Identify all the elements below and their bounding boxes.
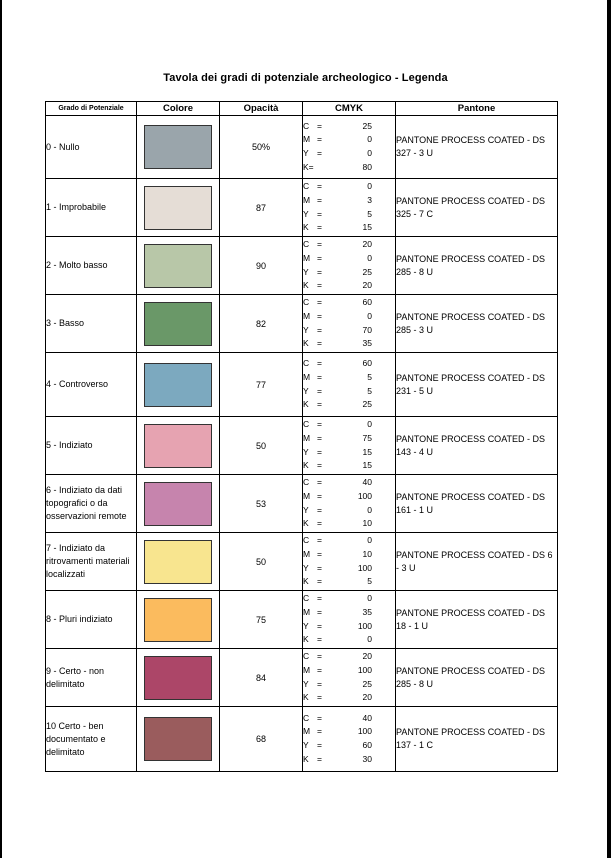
cmyk-value: 100 bbox=[357, 490, 372, 501]
color-swatch bbox=[144, 186, 212, 230]
cmyk-equals: = bbox=[317, 194, 322, 205]
cmyk-line bbox=[303, 252, 395, 266]
cmyk-equals: = bbox=[317, 120, 322, 131]
cmyk-equals: = bbox=[317, 664, 322, 675]
cmyk-line bbox=[303, 650, 395, 664]
color-swatch bbox=[144, 656, 212, 700]
cmyk-value: 35 bbox=[362, 606, 372, 617]
cmyk-channel: M bbox=[303, 606, 311, 617]
cmyk-channel: K bbox=[303, 518, 309, 529]
grado-cell: 7 - Indiziato da ritrovamenti materiali localizzati bbox=[46, 533, 137, 591]
pantone-cell: PANTONE PROCESS COATED - DS 161 - 1 U bbox=[396, 475, 558, 533]
cmyk-line bbox=[303, 753, 395, 767]
cmyk-value: 80 bbox=[362, 161, 372, 172]
grado-cell: 4 - Controverso bbox=[46, 353, 137, 417]
cmyk-channel: Y bbox=[303, 208, 309, 219]
cmyk-equals: = bbox=[317, 712, 322, 723]
table-row bbox=[46, 417, 558, 475]
cmyk-channel: C bbox=[303, 120, 310, 131]
cmyk-line bbox=[303, 562, 395, 576]
cmyk-line bbox=[303, 575, 395, 589]
cmyk-value: 20 bbox=[362, 692, 372, 703]
cmyk-line bbox=[303, 548, 395, 562]
cmyk-value: 30 bbox=[362, 753, 372, 764]
cmyk-equals: = bbox=[317, 593, 322, 604]
cmyk-line bbox=[303, 147, 395, 161]
cmyk-equals: = bbox=[317, 134, 322, 145]
cmyk-channel: M bbox=[303, 548, 311, 559]
opacita-cell: 50 bbox=[220, 417, 303, 475]
colore-cell bbox=[137, 237, 220, 295]
cmyk-channel: Y bbox=[303, 504, 309, 515]
table-row bbox=[46, 707, 558, 772]
pantone-cell: PANTONE PROCESS COATED - DS 285 - 8 U bbox=[396, 649, 558, 707]
cmyk-value: 60 bbox=[362, 740, 372, 750]
cmyk-equals: = bbox=[317, 371, 322, 382]
cmyk-line bbox=[303, 534, 395, 548]
cmyk-channel: K bbox=[303, 634, 309, 645]
cmyk-channel: Y bbox=[303, 446, 309, 457]
cmyk-equals: = bbox=[317, 266, 322, 277]
opacita-cell: 90 bbox=[220, 237, 303, 295]
legend-table bbox=[45, 101, 558, 772]
pantone-cell: PANTONE PROCESS COATED - DS 6 - 3 U bbox=[396, 533, 558, 591]
cmyk-equals: = bbox=[317, 692, 322, 703]
color-swatch bbox=[144, 598, 212, 642]
cmyk-equals: = bbox=[317, 504, 322, 515]
cmyk-value: 20 bbox=[362, 239, 372, 250]
cmyk-channel: C bbox=[303, 419, 310, 430]
colore-cell bbox=[137, 533, 220, 591]
table-row bbox=[46, 295, 558, 353]
cmyk-line bbox=[303, 398, 395, 412]
table-row bbox=[46, 533, 558, 591]
cmyk-channel: M bbox=[303, 194, 311, 205]
cmyk-cell bbox=[303, 116, 396, 179]
cmyk-channel: M bbox=[303, 664, 311, 675]
opacita-cell: 87 bbox=[220, 179, 303, 237]
cmyk-value: 0 bbox=[367, 134, 372, 145]
grado-cell: 10 Certo - ben documentato e delimitato bbox=[46, 707, 137, 772]
grado-cell: 9 - Certo - non delimitato bbox=[46, 649, 137, 707]
cmyk-line bbox=[303, 279, 395, 293]
cmyk-value: 0 bbox=[367, 634, 372, 645]
pantone-cell: PANTONE PROCESS COATED - DS 143 - 4 U bbox=[396, 417, 558, 475]
cmyk-cell bbox=[303, 179, 396, 237]
color-swatch bbox=[144, 302, 212, 346]
opacita-cell: 50% bbox=[220, 116, 303, 179]
cmyk-equals: = bbox=[317, 358, 322, 369]
cmyk-cell bbox=[303, 237, 396, 295]
cmyk-value: 0 bbox=[367, 535, 372, 546]
cmyk-channel: C bbox=[303, 297, 310, 308]
cmyk-channel: K bbox=[303, 338, 309, 349]
pantone-cell: PANTONE PROCESS COATED - DS 325 - 7 C bbox=[396, 179, 558, 237]
cmyk-value: 0 bbox=[367, 148, 372, 158]
cmyk-channel: M bbox=[303, 490, 311, 501]
cmyk-equals: = bbox=[317, 726, 322, 737]
table-row bbox=[46, 237, 558, 295]
colore-cell bbox=[137, 417, 220, 475]
cmyk-equals: = bbox=[317, 460, 322, 471]
colore-cell bbox=[137, 179, 220, 237]
cmyk-equals: = bbox=[317, 181, 322, 192]
cmyk-line bbox=[303, 664, 395, 678]
cmyk-equals: = bbox=[317, 518, 322, 529]
cmyk-value: 15 bbox=[362, 446, 372, 457]
cmyk-line bbox=[303, 432, 395, 446]
color-swatch bbox=[144, 424, 212, 468]
cmyk-channel: K bbox=[303, 692, 309, 703]
opacita-cell: 84 bbox=[220, 649, 303, 707]
cmyk-value: 3 bbox=[367, 194, 372, 205]
cmyk-equals: = bbox=[317, 324, 322, 335]
cmyk-value: 5 bbox=[367, 371, 372, 382]
cmyk-line bbox=[303, 324, 395, 338]
colore-cell bbox=[137, 295, 220, 353]
cmyk-channel: M bbox=[303, 432, 311, 443]
cmyk-value: 5 bbox=[367, 576, 372, 587]
cmyk-value: 0 bbox=[367, 593, 372, 604]
cmyk-equals: = bbox=[317, 432, 322, 443]
cmyk-line bbox=[303, 120, 395, 134]
cmyk-value: 100 bbox=[357, 726, 372, 737]
cmyk-equals: = bbox=[317, 419, 322, 430]
cmyk-channel: K bbox=[303, 753, 309, 764]
grado-cell: 5 - Indiziato bbox=[46, 417, 137, 475]
cmyk-cell bbox=[303, 353, 396, 417]
pantone-cell: PANTONE PROCESS COATED - DS 18 - 1 U bbox=[396, 591, 558, 649]
cmyk-cell bbox=[303, 591, 396, 649]
cmyk-equals: = bbox=[317, 280, 322, 291]
cmyk-cell bbox=[303, 295, 396, 353]
cmyk-value: 75 bbox=[362, 432, 372, 443]
table-row bbox=[46, 353, 558, 417]
cmyk-line bbox=[303, 133, 395, 147]
cmyk-value: 35 bbox=[362, 338, 372, 349]
cmyk-value: 70 bbox=[362, 324, 372, 335]
cmyk-channel: C bbox=[303, 535, 310, 546]
cmyk-line bbox=[303, 266, 395, 280]
cmyk-line bbox=[303, 371, 395, 385]
cmyk-channel: K bbox=[303, 280, 309, 291]
grado-cell: 3 - Basso bbox=[46, 295, 137, 353]
cmyk-channel: C bbox=[303, 181, 310, 192]
opacita-cell: 82 bbox=[220, 295, 303, 353]
cmyk-equals: = bbox=[317, 338, 322, 349]
cmyk-line bbox=[303, 418, 395, 432]
cmyk-channel: Y bbox=[303, 562, 309, 573]
cmyk-channel: C bbox=[303, 712, 310, 723]
cmyk-value: 15 bbox=[362, 460, 372, 471]
cmyk-equals: = bbox=[317, 148, 322, 158]
cmyk-line bbox=[303, 678, 395, 692]
cmyk-equals: = bbox=[317, 252, 322, 263]
header-cmyk: CMYK bbox=[303, 102, 396, 116]
cmyk-channel: Y bbox=[303, 678, 309, 689]
cmyk-equals: = bbox=[317, 239, 322, 250]
cmyk-cell bbox=[303, 533, 396, 591]
cmyk-channel: M bbox=[303, 252, 311, 263]
cmyk-value: 60 bbox=[362, 358, 372, 369]
cmyk-channel: M bbox=[303, 726, 311, 737]
cmyk-cell bbox=[303, 417, 396, 475]
cmyk-value: 40 bbox=[362, 477, 372, 488]
cmyk-equals: = bbox=[317, 477, 322, 488]
colore-cell bbox=[137, 591, 220, 649]
color-swatch bbox=[144, 125, 212, 169]
cmyk-channel: K bbox=[303, 222, 309, 233]
page-right-border bbox=[607, 0, 611, 858]
colore-cell bbox=[137, 116, 220, 179]
cmyk-equals: = bbox=[317, 651, 322, 662]
cmyk-line bbox=[303, 459, 395, 473]
grado-cell: 0 - Nullo bbox=[46, 116, 137, 179]
color-swatch bbox=[144, 717, 212, 761]
cmyk-channel: K bbox=[303, 576, 309, 587]
cmyk-line bbox=[303, 592, 395, 606]
cmyk-line bbox=[303, 357, 395, 371]
cmyk-value: 25 bbox=[362, 399, 372, 410]
cmyk-value: 25 bbox=[362, 120, 372, 131]
cmyk-line bbox=[303, 633, 395, 647]
cmyk-equals: = bbox=[317, 740, 322, 750]
cmyk-equals: = bbox=[317, 548, 322, 559]
cmyk-equals: = bbox=[317, 576, 322, 587]
cmyk-line bbox=[303, 221, 395, 235]
pantone-cell: PANTONE PROCESS COATED - DS 231 - 5 U bbox=[396, 353, 558, 417]
cmyk-value: 10 bbox=[362, 548, 372, 559]
cmyk-channel: M bbox=[303, 134, 311, 145]
cmyk-equals: = bbox=[317, 535, 322, 546]
cmyk-equals: = bbox=[317, 606, 322, 617]
opacita-cell: 68 bbox=[220, 707, 303, 772]
cmyk-cell bbox=[303, 475, 396, 533]
cmyk-value: 100 bbox=[357, 664, 372, 675]
cmyk-channel: Y bbox=[303, 385, 309, 396]
cmyk-value: 25 bbox=[362, 678, 372, 689]
cmyk-equals: = bbox=[317, 620, 322, 631]
cmyk-channel: M bbox=[303, 310, 311, 321]
header-pantone: Pantone bbox=[396, 102, 558, 116]
cmyk-channel: C bbox=[303, 358, 310, 369]
pantone-cell: PANTONE PROCESS COATED - DS 327 - 3 U bbox=[396, 116, 558, 179]
opacita-cell: 50 bbox=[220, 533, 303, 591]
color-swatch bbox=[144, 540, 212, 584]
cmyk-equals: = bbox=[317, 208, 322, 219]
pantone-cell: PANTONE PROCESS COATED - DS 285 - 3 U bbox=[396, 295, 558, 353]
cmyk-cell bbox=[303, 707, 396, 772]
document-title: Tavola dei gradi di potenziale archeologico - Legenda bbox=[163, 72, 448, 84]
cmyk-line bbox=[303, 238, 395, 252]
header-colore: Colore bbox=[137, 102, 220, 116]
cmyk-equals: = bbox=[317, 310, 322, 321]
cmyk-value: 25 bbox=[362, 266, 372, 277]
cmyk-value: 40 bbox=[362, 712, 372, 723]
cmyk-channel: C bbox=[303, 239, 310, 250]
cmyk-value: 60 bbox=[362, 297, 372, 308]
header-row bbox=[46, 102, 558, 116]
cmyk-value: 0 bbox=[367, 419, 372, 430]
cmyk-value: 0 bbox=[367, 504, 372, 515]
cmyk-line bbox=[303, 208, 395, 222]
colore-cell bbox=[137, 353, 220, 417]
cmyk-line bbox=[303, 337, 395, 351]
cmyk-channel: Y bbox=[303, 266, 309, 277]
grado-cell: 2 - Molto basso bbox=[46, 237, 137, 295]
cmyk-equals: = bbox=[317, 562, 322, 573]
cmyk-value: 0 bbox=[367, 181, 372, 192]
cmyk-equals: = bbox=[317, 222, 322, 233]
cmyk-channel: C bbox=[303, 651, 310, 662]
cmyk-equals: = bbox=[317, 753, 322, 764]
cmyk-line bbox=[303, 161, 395, 175]
cmyk-line bbox=[303, 517, 395, 531]
cmyk-line bbox=[303, 725, 395, 739]
cmyk-channel: K bbox=[303, 460, 309, 471]
cmyk-equals: = bbox=[317, 399, 322, 410]
table-row bbox=[46, 179, 558, 237]
grado-cell: 1 - Improbabile bbox=[46, 179, 137, 237]
cmyk-line bbox=[303, 296, 395, 310]
opacita-cell: 77 bbox=[220, 353, 303, 417]
table-row bbox=[46, 649, 558, 707]
colore-cell bbox=[137, 707, 220, 772]
cmyk-line bbox=[303, 490, 395, 504]
cmyk-equals: = bbox=[317, 678, 322, 689]
cmyk-channel: Y bbox=[303, 620, 309, 631]
cmyk-value: 5 bbox=[367, 208, 372, 219]
cmyk-value: 10 bbox=[362, 518, 372, 529]
cmyk-value: 100 bbox=[357, 562, 372, 573]
cmyk-line bbox=[303, 712, 395, 726]
cmyk-line bbox=[303, 180, 395, 194]
cmyk-channel: M bbox=[303, 371, 311, 382]
cmyk-line bbox=[303, 504, 395, 518]
cmyk-line bbox=[303, 691, 395, 705]
color-swatch bbox=[144, 482, 212, 526]
grado-cell: 6 - Indiziato da dati topografici o da osservazioni remote bbox=[46, 475, 137, 533]
header-opacita: Opacità bbox=[220, 102, 303, 116]
cmyk-value: 100 bbox=[357, 620, 372, 631]
cmyk-line bbox=[303, 620, 395, 634]
cmyk-line bbox=[303, 476, 395, 490]
cmyk-line bbox=[303, 194, 395, 208]
color-swatch bbox=[144, 363, 212, 407]
table-row bbox=[46, 591, 558, 649]
cmyk-channel: C bbox=[303, 477, 310, 488]
pantone-cell: PANTONE PROCESS COATED - DS 285 - 8 U bbox=[396, 237, 558, 295]
cmyk-value: 0 bbox=[367, 252, 372, 263]
cmyk-line bbox=[303, 446, 395, 460]
cmyk-equals: = bbox=[317, 634, 322, 645]
cmyk-channel: C bbox=[303, 593, 310, 604]
cmyk-line bbox=[303, 385, 395, 399]
page-left-border bbox=[0, 0, 2, 858]
cmyk-value: 20 bbox=[362, 280, 372, 291]
colore-cell bbox=[137, 649, 220, 707]
cmyk-value: 20 bbox=[362, 651, 372, 662]
cmyk-line bbox=[303, 310, 395, 324]
grado-cell: 8 - Pluri indiziato bbox=[46, 591, 137, 649]
cmyk-equals bbox=[317, 161, 337, 175]
color-swatch bbox=[144, 244, 212, 288]
cmyk-channel: Y bbox=[303, 740, 309, 750]
cmyk-line bbox=[303, 739, 395, 753]
cmyk-channel: K bbox=[303, 399, 309, 410]
cmyk-channel: K= bbox=[303, 161, 314, 172]
cmyk-value: 15 bbox=[362, 222, 372, 233]
cmyk-channel: Y bbox=[303, 148, 309, 158]
table-row bbox=[46, 475, 558, 533]
table-row bbox=[46, 116, 558, 179]
cmyk-channel: Y bbox=[303, 324, 309, 335]
cmyk-line bbox=[303, 606, 395, 620]
cmyk-equals: = bbox=[317, 385, 322, 396]
pantone-cell: PANTONE PROCESS COATED - DS 137 - 1 C bbox=[396, 707, 558, 772]
cmyk-cell bbox=[303, 649, 396, 707]
opacita-cell: 75 bbox=[220, 591, 303, 649]
colore-cell bbox=[137, 475, 220, 533]
cmyk-equals: = bbox=[317, 297, 322, 308]
cmyk-equals: = bbox=[317, 490, 322, 501]
cmyk-value: 5 bbox=[367, 385, 372, 396]
opacita-cell: 53 bbox=[220, 475, 303, 533]
header-grado: Grado di Potenziale bbox=[46, 102, 137, 116]
cmyk-value: 0 bbox=[367, 310, 372, 321]
cmyk-equals: = bbox=[317, 446, 322, 457]
